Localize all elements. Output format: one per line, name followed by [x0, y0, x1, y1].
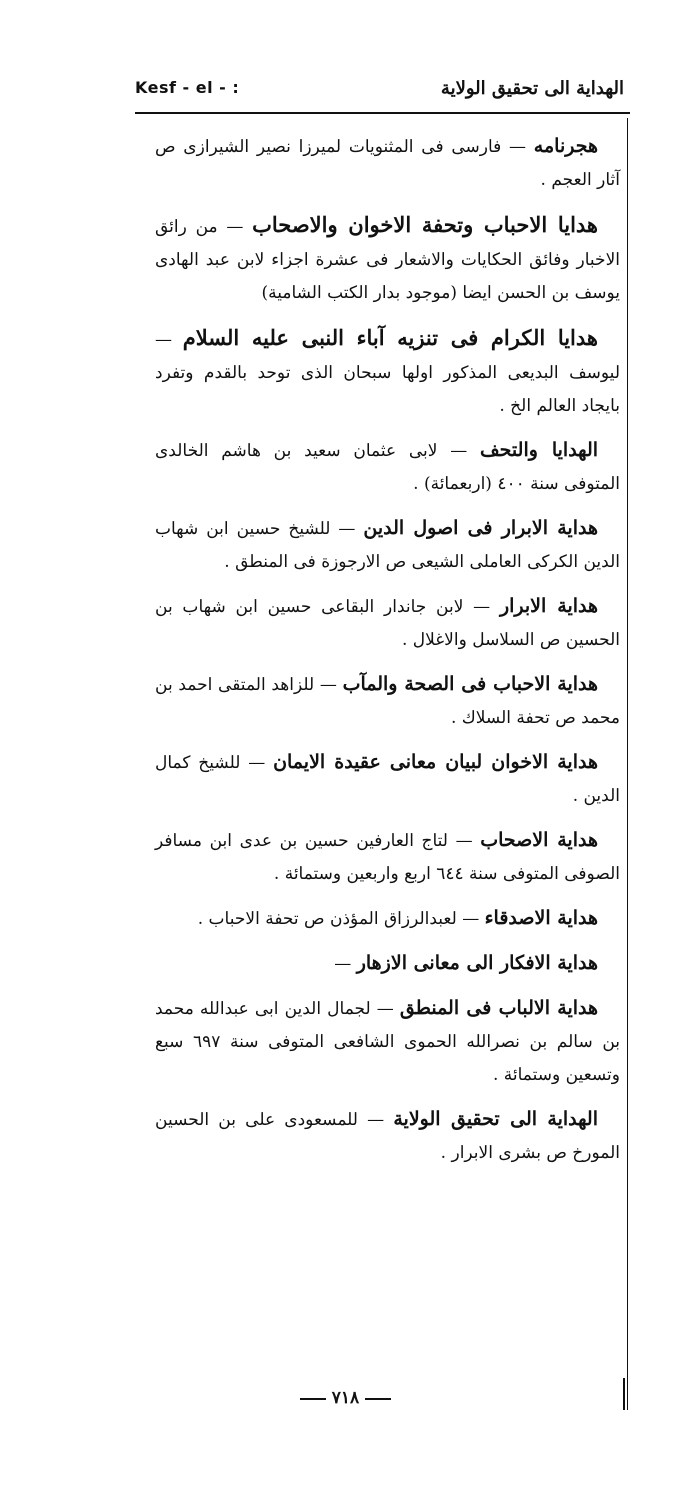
footer-dash	[300, 1398, 326, 1400]
entry-text: — ليوسف البديعى المذكور اولها سبحان الذى توحد بالقدم وتفرد بايجاد العالم الخ .	[155, 330, 620, 416]
page-number: ٧١٨	[331, 1388, 360, 1408]
entry-text: — لعبدالرزاق المؤذن ص تحفة الاحباب .	[197, 909, 480, 929]
entry-title: الهدايا والتحف	[479, 439, 599, 461]
side-margin-rule	[627, 118, 628, 1410]
entry-text: —	[334, 954, 352, 974]
entry-text: — من رائق الاخبار وفائق الحكايات والاشعار فى عشرة اجزاء لابن عبد الهادى يوسف بن الحسن ايضا (موجود بدار الكتب الشامية)	[155, 217, 620, 303]
entry	[155, 434, 620, 501]
page-footer	[0, 1388, 691, 1408]
entry-title: هداية الابرار	[499, 595, 599, 617]
header-running-title: الهداية الى تحقيق الولاية	[440, 78, 624, 99]
entry	[155, 992, 620, 1092]
entry	[155, 668, 620, 735]
entries-list	[155, 130, 620, 1181]
entry	[155, 512, 620, 579]
entry-title: الهداية الى تحقيق الولاية	[393, 1108, 598, 1130]
entry-text: — للزاهد المتقى احمد بن محمد ص تحفة السلاك .	[155, 675, 620, 728]
entry	[155, 590, 620, 657]
entry-text: — لابن جاندار البقاعى حسين ابن شهاب بن الحسين ص السلاسل والاغلال .	[155, 597, 620, 650]
header-rule	[135, 112, 630, 114]
entry	[155, 947, 620, 981]
margin-mark	[623, 1378, 625, 1410]
entry-text: — فارسى فى المثنويات لميرزا نصير الشيرازى ص آثار العجم .	[155, 137, 620, 190]
entry-title: هداية الافكار الى معانى الازهار	[356, 952, 598, 974]
entry-title: هدايا الاحباب وتحفة الاخوان والاصحاب	[252, 212, 599, 237]
entry-title: هدايا الكرام فى تنزيه آباء النبى عليه السلام	[182, 325, 598, 350]
page-header	[135, 78, 630, 114]
entry	[155, 130, 620, 197]
entry-title: هداية الالباب فى المنطق	[399, 997, 599, 1019]
entry-title: هداية الاحباب فى الصحة والمآب	[342, 673, 599, 695]
entry	[155, 824, 620, 891]
header-left-text: Kesf - el - :	[135, 78, 240, 97]
footer-dash	[365, 1398, 391, 1400]
entry-title: هداية الاصحاب	[480, 829, 598, 851]
entry-text: — للشيخ حسين ابن شهاب الدين الكركى العاملى الشيعى ص الارجوزة فى المنطق .	[155, 519, 620, 572]
entry-text: — للشيخ كمال الدين .	[155, 753, 620, 806]
entry-text: — لابى عثمان سعيد بن هاشم الخالدى المتوفى سنة ٤٠٠ (اربعمائة) .	[155, 441, 620, 494]
entry	[155, 902, 620, 936]
entry-title: هداية الابرار فى اصول الدين	[363, 517, 598, 539]
entry	[155, 1103, 620, 1170]
entry	[155, 208, 620, 310]
entry-text: — للمسعودى على بن الحسين المورخ ص بشرى الابرار .	[155, 1110, 620, 1163]
entry-title: هجرنامه	[533, 135, 599, 157]
entry-title: هداية الاصدقاء	[484, 907, 598, 929]
entry-text: — لتاج العارفين حسين بن عدى ابن مسافر الصوفى المتوفى سنة ٦٤٤ اربع واربعين وستمائة .	[155, 831, 620, 884]
entry	[155, 321, 620, 423]
entry	[155, 746, 620, 813]
entry-text: — لجمال الدين ابى عبدالله محمد بن سالم بن نصرالله الحموى الشافعى المتوفى سنة ٦٩٧ سبع وتسعين وستمائة .	[155, 999, 620, 1085]
entry-title: هداية الاخوان لبيان معانى عقيدة الايمان	[273, 751, 598, 773]
